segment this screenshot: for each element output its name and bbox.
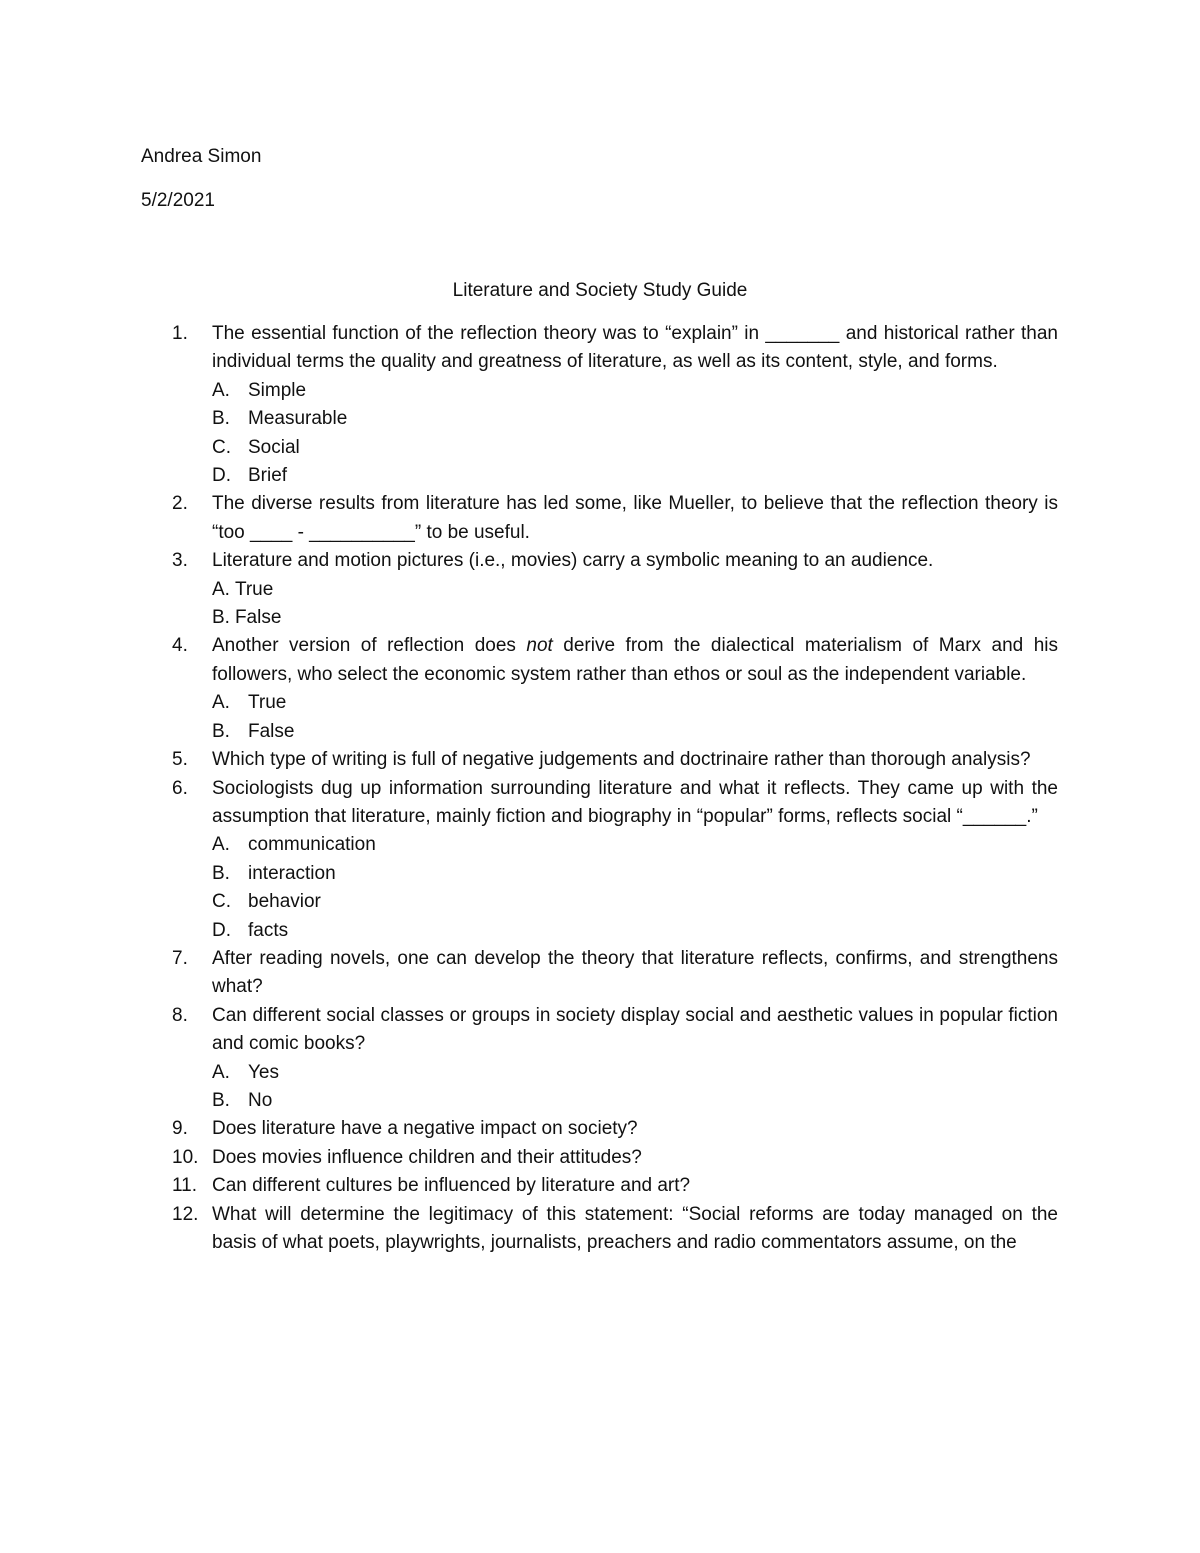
option-letter: C.: [212, 891, 231, 913]
option-d: [212, 917, 1058, 945]
option-text: interaction: [248, 862, 336, 884]
option-letter: A.: [212, 834, 230, 856]
question-number: 4.: [172, 635, 188, 657]
question-text: Can different social classes or groups in society display social and aesthetic values in popular fiction and comic books?: [212, 1004, 1058, 1055]
question-number: 2.: [172, 493, 188, 515]
option-list: [212, 576, 1058, 633]
question-text: Sociologists dug up information surrounding literature and what it reflects. They came up with the assumption that literature, mainly fiction and biography in “popular” forms, reflects social “______.”: [212, 777, 1058, 827]
option-letter: A.: [212, 379, 230, 401]
document-title: Literature and Society Study Guide: [452, 280, 748, 301]
question-text: After reading novels, one can develop the theory that literature reflects, confirms, and strengthens what?: [212, 947, 1058, 998]
option-text: No: [248, 1089, 273, 1111]
question-number: 8.: [172, 1004, 188, 1026]
option-text: behavior: [248, 891, 321, 913]
question-number: 12.: [172, 1203, 199, 1225]
question-text: [212, 632, 1058, 689]
question-6: [172, 775, 1058, 945]
question-4: [172, 632, 1058, 746]
option-text: True: [234, 578, 274, 600]
option-text: communication: [248, 834, 376, 856]
option-b: [212, 718, 1058, 746]
option-c: [212, 434, 1058, 462]
option-text: False: [234, 607, 282, 629]
option-letter: C.: [212, 436, 231, 458]
question-number: 6.: [172, 777, 188, 799]
question-7: [172, 945, 1058, 1002]
option-a: [212, 576, 1058, 604]
option-b: [212, 860, 1058, 888]
question-number: 9.: [172, 1118, 188, 1140]
question-number: 3.: [172, 550, 188, 572]
question-9: [172, 1115, 1058, 1143]
question-text-part: derive from the dialectical materialism of Marx and his followers, who select the economic system rather than ethos or soul as the independent variable.: [212, 635, 1058, 685]
question-5: [172, 746, 1058, 774]
question-number: 10.: [172, 1146, 199, 1168]
option-letter: D.: [212, 465, 231, 487]
option-c: [212, 888, 1058, 916]
option-letter: D.: [212, 919, 231, 941]
question-text: Does literature have a negative impact on society?: [212, 1118, 638, 1140]
question-11: [172, 1172, 1058, 1200]
option-letter: B.: [212, 1089, 230, 1111]
option-text: facts: [248, 919, 289, 941]
option-letter: A.: [212, 1061, 230, 1083]
option-letter: B.: [212, 607, 230, 629]
option-text: Yes: [248, 1061, 279, 1083]
option-text: Brief: [248, 465, 288, 487]
option-a: [212, 377, 1058, 405]
option-text: Simple: [248, 379, 307, 401]
question-number: 1.: [172, 323, 188, 344]
option-text: True: [248, 692, 287, 714]
option-letter: A.: [212, 692, 230, 714]
question-list: [172, 320, 1058, 1257]
option-a: [212, 1059, 1058, 1087]
question-number: 11.: [172, 1175, 198, 1197]
option-text: False: [248, 720, 295, 742]
question-text: What will determine the legitimacy of this statement: “Social reforms are today managed on the basis of what poets, playwrights, journalists, preachers and radio commentators assume, on the: [212, 1203, 1058, 1253]
question-text: The diverse results from literature has led some, like Mueller, to believe that the reflection theory is “too ____ - __________” to be useful.: [212, 493, 1058, 543]
option-list: [212, 689, 1058, 746]
question-text: The essential function of the reflection theory was to “explain” in _______ and historical rather than individual terms the quality and greatness of literature, as well as its content, style, and forms.: [212, 323, 1058, 373]
question-number: 7.: [172, 947, 188, 969]
question-8: [172, 1002, 1058, 1116]
question-text: Literature and motion pictures (i.e., movies) carry a symbolic meaning to an audience.: [212, 550, 934, 572]
option-b: [212, 604, 1058, 632]
question-text: Does movies influence children and their attitudes?: [212, 1146, 642, 1168]
question-text: Which type of writing is full of negative judgements and doctrinaire rather than thorough analysis?: [212, 749, 1031, 771]
question-12: [172, 1201, 1058, 1258]
document-date: 5/2/2021: [141, 190, 215, 211]
option-list: [212, 1059, 1058, 1116]
option-text: Measurable: [248, 408, 348, 430]
option-a: [212, 831, 1058, 859]
option-b: [212, 405, 1058, 433]
question-text-part: Another version of reflection does: [212, 635, 527, 657]
question-2: [172, 490, 1058, 547]
question-text: Can different cultures be influenced by literature and art?: [212, 1175, 691, 1197]
option-list: [212, 831, 1058, 945]
option-list: [212, 377, 1058, 491]
question-text-emphasis: not: [526, 635, 553, 657]
option-text: Social: [248, 436, 300, 458]
option-letter: A.: [212, 578, 230, 600]
author-name: Andrea Simon: [141, 146, 262, 167]
question-1: [172, 320, 1058, 490]
question-3: [172, 547, 1058, 632]
question-10: [172, 1144, 1058, 1172]
option-letter: B.: [212, 720, 230, 742]
question-number: 5.: [172, 749, 188, 771]
option-d: [212, 462, 1058, 490]
option-letter: B.: [212, 408, 230, 430]
option-b: [212, 1087, 1058, 1115]
option-a: [212, 689, 1058, 717]
option-letter: B.: [212, 862, 230, 884]
